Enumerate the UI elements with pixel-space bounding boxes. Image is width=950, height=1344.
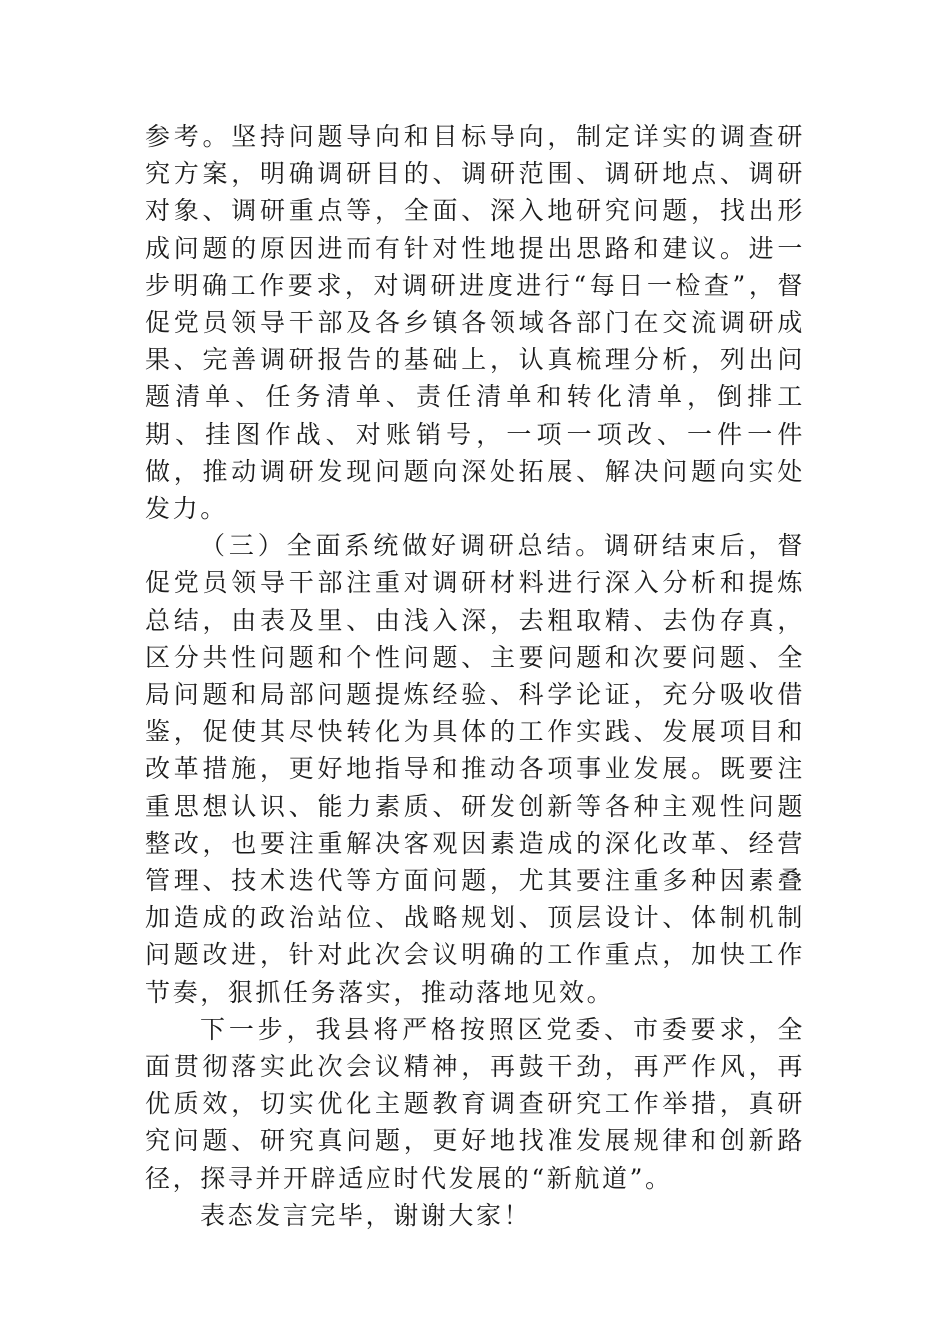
paragraph-next-steps: 下一步，我县将严格按照区党委、市委要求，全面贯彻落实此次会议精神，再鼓干劲，再严作风，再优质效，切实优化主题教育调查研究工作举措，真研究问题、研究真问题，更好地找准发展规律和创新路径，探寻并开辟适应时代发展的“新航道”。 bbox=[145, 1014, 805, 1193]
paragraph-continuation: 参考。坚持问题导向和目标导向，制定详实的调查研究方案，明确调研目的、调研范围、调研地点、调研对象、调研重点等，全面、深入地研究问题，找出形成问题的原因进而有针对性地提出思路和建议。进一步明确工作要求，对调研进度进行“每日一检查”，督促党员领导干部及各乡镇各领域各部门在交流调研成果、完善调研报告的基础上，认真梳理分析，列出问题清单、任务清单、责任清单和转化清单，倒排工期、挂图作战、对账销号，一项一项改、一件一件做，推动调研发现问题向深处拓展、解决问题向实处发力。 bbox=[145, 122, 805, 524]
paragraph-closing: 表态发言完毕，谢谢大家！ bbox=[200, 1200, 532, 1230]
paragraph-section-three: （三）全面系统做好调研总结。调研结束后，督促党员领导干部注重对调研材料进行深入分析和提炼总结，由表及里、由浅入深，去粗取精、去伪存真，区分共性问题和个性问题、主要问题和次要问题、全局问题和局部问题提炼经验、科学论证，充分吸收借鉴，促使其尽快转化为具体的工作实践、发展项目和改革措施，更好地指导和推动各项事业发展。既要注重思想认识、能力素质、研发创新等各种主观性问题整改，也要注重解决客观因素造成的深化改革、经营管理、技术迭代等方面问题，尤其要注重多种因素叠加造成的政治站位、战略规划、顶层设计、体制机制问题改进，针对此次会议明确的工作重点，加快工作节奏，狠抓任务落实，推动落地见效。 bbox=[145, 531, 805, 1007]
document-page bbox=[145, 118, 805, 1234]
